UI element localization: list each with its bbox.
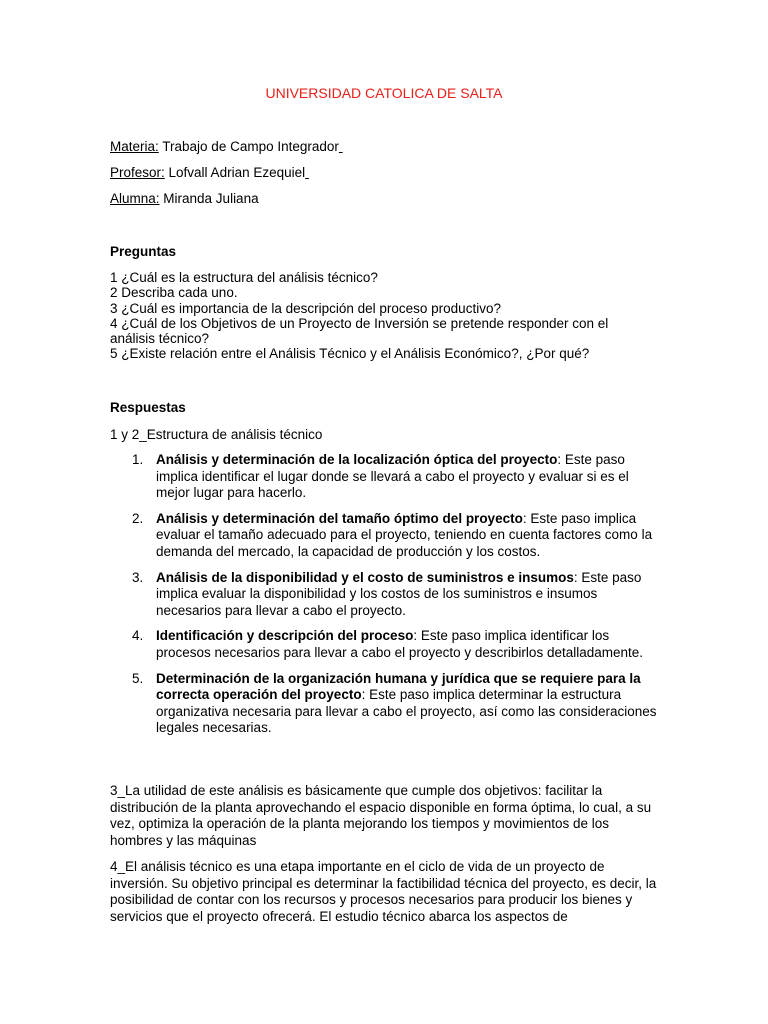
university-title: UNIVERSIDAD CATOLICA DE SALTA	[265, 85, 503, 101]
item-text: : Este paso implica identificar los procesos necesarios para llevar a cabo el proyecto y describirlos detalladamente.	[156, 628, 644, 660]
item-number: 4.	[132, 628, 144, 644]
pregunta-item: 2 Describa cada uno.	[110, 285, 238, 301]
item-bold-title: Identificación y descripción del proceso	[156, 628, 414, 644]
respuesta-item	[110, 671, 660, 737]
item-bold-title: Análisis y determinación de la localización óptica del proyecto	[156, 452, 558, 467]
item-text: : Este paso implica identificar el lugar donde se llevará a cabo el proyecto y evaluar si es el mejor lugar para hacerlo.	[156, 452, 629, 501]
pregunta-item: 3 ¿Cuál es importancia de la descripción del proceso productivo?	[110, 300, 501, 316]
materia-trailing-underline	[339, 139, 343, 154]
respuesta-item	[110, 628, 660, 661]
respuesta-item	[110, 452, 660, 502]
answer-4-paragraph: 4_El análisis técnico es una etapa importante en el ciclo de vida de un proyecto de inversión. Su objetivo principal es determinar la factibilidad técnica del proyecto, es decir, la posibilidad de contar con los recursos y procesos necesarios para producir los bienes y servicios que el proyecto ofrecerá. El estudio técnico abarca los aspectos de	[110, 859, 657, 924]
materia-label: Materia:	[110, 139, 159, 154]
alumna-value: Miranda Juliana	[159, 191, 259, 206]
respuestas-heading: Respuestas	[110, 400, 186, 415]
preguntas-heading: Preguntas	[110, 244, 177, 259]
respuesta-item	[110, 511, 660, 561]
alumna-label: Alumna:	[110, 191, 160, 206]
respuesta-item	[110, 570, 660, 620]
item-text: : Este paso implica evaluar la disponibilidad y los costos de los suministros e insumos necesarios para llevar a cabo el proyecto.	[156, 569, 642, 618]
pregunta-item: 5 ¿Existe relación entre el Análisis Técnico y el Análisis Económico?, ¿Por qué?	[110, 346, 590, 362]
preguntas-list	[110, 270, 650, 362]
estructura-subheading: 1 y 2_Estructura de análisis técnico	[110, 427, 323, 442]
profesor-label: Profesor:	[110, 165, 165, 180]
item-text: : Este paso implica determinar la estructura organizativa necesaria para llevar a cabo el proyecto, así como las consideraciones legales necesarias.	[156, 687, 657, 736]
item-text: : Este paso implica evaluar el tamaño adecuado para el proyecto, teniendo en cuenta factores como la demanda del mercado, la capacidad de producción y los costos.	[156, 510, 653, 559]
materia-line	[110, 139, 343, 155]
profesor-value: Lofvall Adrian Ezequiel	[164, 165, 306, 180]
item-bold-title: Determinación de la organización humana y jurídica que se requiere para la correcta operación del proyecto	[156, 670, 641, 703]
item-number: 5.	[132, 670, 144, 686]
item-number: 1.	[132, 452, 144, 467]
profesor-line	[110, 165, 309, 181]
profesor-trailing-underline	[305, 165, 309, 180]
item-number: 3.	[132, 569, 144, 585]
alumna-line	[110, 191, 259, 207]
materia-value: Trabajo de Campo Integrador	[158, 139, 339, 154]
respuestas-list	[110, 452, 660, 746]
item-number: 2.	[132, 510, 144, 526]
item-bold-title: Análisis de la disponibilidad y el costo de suministros e insumos	[156, 569, 574, 585]
answer-3-paragraph: 3_La utilidad de este análisis es básicamente que cumple dos objetivos: facilitar la distribución de la planta aprovechando el espacio disponible en forma óptima, lo cual, a su vez, optimiza la operación de la planta mejorando los tiempos y movimientos de los hombres y las máquinas	[110, 783, 652, 848]
pregunta-item: 4 ¿Cuál de los Objetivos de un Proyecto de Inversión se pretende responder con el análisis técnico?	[110, 315, 609, 347]
pregunta-item: 1 ¿Cuál es la estructura del análisis técnico?	[110, 270, 378, 285]
item-bold-title: Análisis y determinación del tamaño óptimo del proyecto	[156, 510, 523, 526]
